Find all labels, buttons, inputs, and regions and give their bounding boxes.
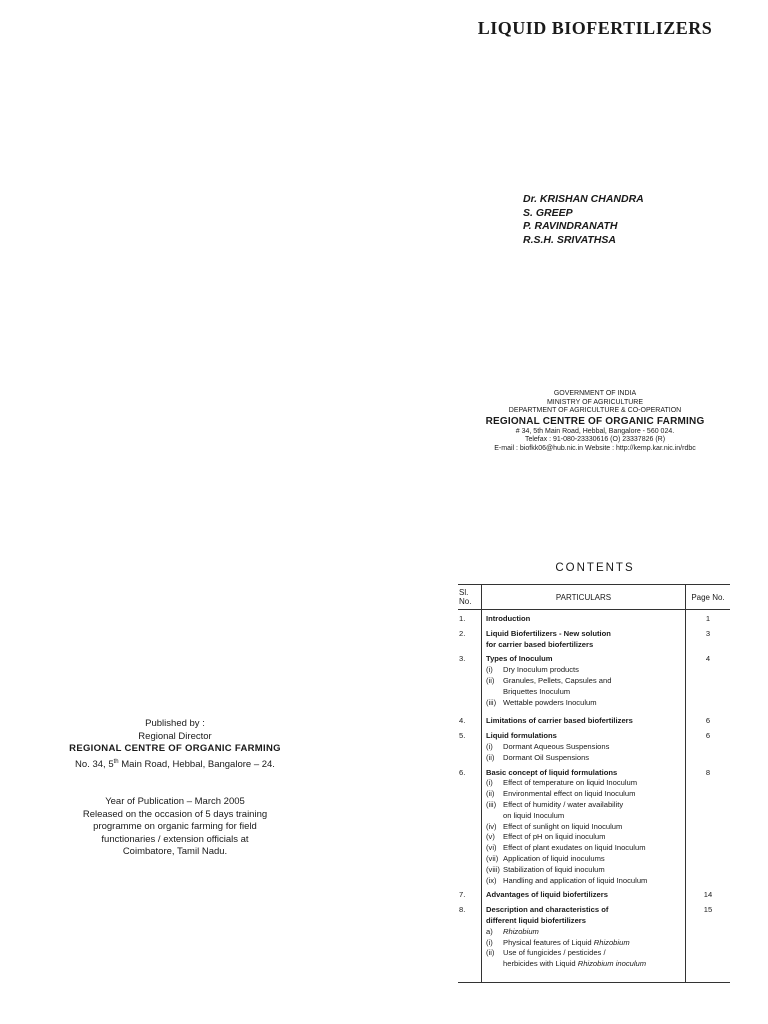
publisher-organization: REGIONAL CENTRE OF ORGANIC FARMING	[69, 743, 281, 755]
row-title: Types of Inoculum	[486, 654, 553, 664]
publication-note: Coimbatore, Tamil Nadu.	[122, 846, 228, 858]
contents-table	[458, 584, 730, 983]
subitem: (ix) Handling and application of liquid Inoculum	[486, 875, 648, 885]
subitem: (i) Physical features of Liquid Rhizobium	[486, 937, 630, 947]
row-title: Limitations of carrier based biofertilizers	[486, 716, 633, 726]
subitem: (i) Effect of temperature on liquid Inoculum	[486, 778, 638, 788]
subitem: (ii) Granules, Pellets, Capsules and Briquettes Inoculum	[486, 675, 612, 696]
subitem: (vi) Effect of plant exudates on liquid Inoculum	[486, 843, 646, 853]
row-number: 5.	[458, 731, 482, 763]
publication-info	[40, 796, 310, 859]
row-number: 4.	[458, 716, 482, 727]
table-row	[458, 716, 730, 727]
column-header-sl-no: Sl. No.	[458, 585, 482, 610]
table-row	[458, 768, 730, 887]
publisher-director: Regional Director	[138, 730, 212, 742]
column-header-particulars: PARTICULARS	[482, 585, 686, 610]
row-number: 2.	[458, 629, 482, 651]
subitem: (i) Dry Inoculum products	[486, 665, 579, 675]
row-title: Introduction	[486, 614, 531, 623]
publication-year: Year of Publication – March 2005	[105, 796, 245, 807]
author-name: S. GREEP	[523, 206, 573, 219]
row-page: 4	[705, 654, 711, 664]
subitem: (v) Effect of pH on liquid inoculum	[486, 832, 606, 842]
govt-line: GOVERNMENT OF INDIA	[553, 390, 637, 397]
row-page: 8	[705, 767, 711, 777]
subitem: (iii) Effect of humidity / water availability on liquid Inoculum	[486, 799, 624, 820]
table-row	[458, 890, 730, 901]
row-title: Basic concept of liquid formulations	[486, 767, 618, 777]
row-page: 6	[705, 731, 711, 741]
table-row	[458, 614, 730, 625]
row-title: Liquid formulations	[486, 731, 557, 741]
subitem: (ii) Environmental effect on liquid Inoculum	[486, 789, 636, 799]
row-page: 6	[705, 716, 711, 726]
department-line: DEPARTMENT OF AGRICULTURE & CO-OPERATION	[508, 407, 682, 415]
document-title: LIQUID BIOFERTILIZERS	[477, 18, 713, 38]
contents-heading: CONTENTS	[555, 562, 635, 574]
subitem: (ii) Use of fungicides / pesticides / herbicides with Liquid Rhizobium inoculum	[486, 948, 647, 969]
ministry-line: MINISTRY OF AGRICULTURE	[546, 398, 644, 406]
table-row	[458, 731, 730, 763]
publisher-info	[40, 718, 310, 772]
subitem: a) Rhizobium	[486, 926, 539, 936]
author-name: P. RAVINDRANATH	[523, 220, 618, 232]
row-number: 7.	[458, 890, 482, 901]
row-title-continued: for carrier based biofertilizers	[486, 639, 594, 649]
row-page: 15	[703, 905, 713, 915]
contact-line: E-mail : biofkk06@hub.nic.in Website : http://kemp.kar.nic.in/rdbc	[494, 444, 696, 452]
table-row	[458, 654, 730, 708]
organization-name: REGIONAL CENTRE OF ORGANIC FARMING	[485, 415, 705, 427]
column-header-page-no: Page No.	[686, 585, 731, 610]
subitem: (iv) Effect of sunlight on liquid Inoculum	[486, 821, 623, 831]
publication-note: Released on the occasion of 5 days training	[82, 808, 268, 820]
row-number: 6.	[458, 768, 482, 887]
subitem: (viii) Stabilization of liquid inoculum	[486, 864, 605, 874]
published-by-label: Published by :	[145, 718, 205, 729]
subitem: (vii) Application of liquid inoculums	[486, 853, 605, 863]
publisher-address: No. 34, 5th Main Road, Hebbal, Bangalore – 24.	[75, 758, 275, 770]
author-list	[523, 193, 644, 247]
row-title: Description and characteristics of	[486, 905, 609, 915]
row-number: 1.	[458, 614, 482, 625]
row-title: Liquid Biofertilizers - New solution	[486, 628, 611, 638]
table-row	[458, 629, 730, 651]
row-title: Advantages of liquid biofertilizers	[486, 890, 608, 900]
row-title-continued: different liquid biofertilizers	[486, 915, 586, 925]
table-row	[458, 905, 730, 970]
address-line: # 34, 5th Main Road, Hebbal, Bangalore - 560 024.	[515, 427, 675, 435]
subitem: (iii) Wettable powders Inoculum	[486, 697, 597, 707]
publication-note: functionaries / extension officials at	[101, 833, 249, 845]
government-info	[440, 390, 750, 454]
row-page: 1	[705, 614, 711, 623]
row-number: 3.	[458, 654, 482, 708]
author-name: Dr. KRISHAN CHANDRA	[523, 193, 644, 205]
row-number: 8.	[458, 905, 482, 970]
row-page: 14	[703, 890, 713, 900]
subitem: (i) Dormant Aqueous Suspensions	[486, 741, 610, 751]
author-name: R.S.H. SRIVATHSA	[523, 233, 616, 246]
subitem: (ii) Dormant Oil Suspensions	[486, 752, 590, 762]
row-page: 3	[705, 628, 711, 638]
publication-note: programme on organic farming for field	[93, 821, 257, 833]
telefax-line: Telefax : 91-080-23330616 (O) 23337826 (R)	[524, 436, 666, 444]
